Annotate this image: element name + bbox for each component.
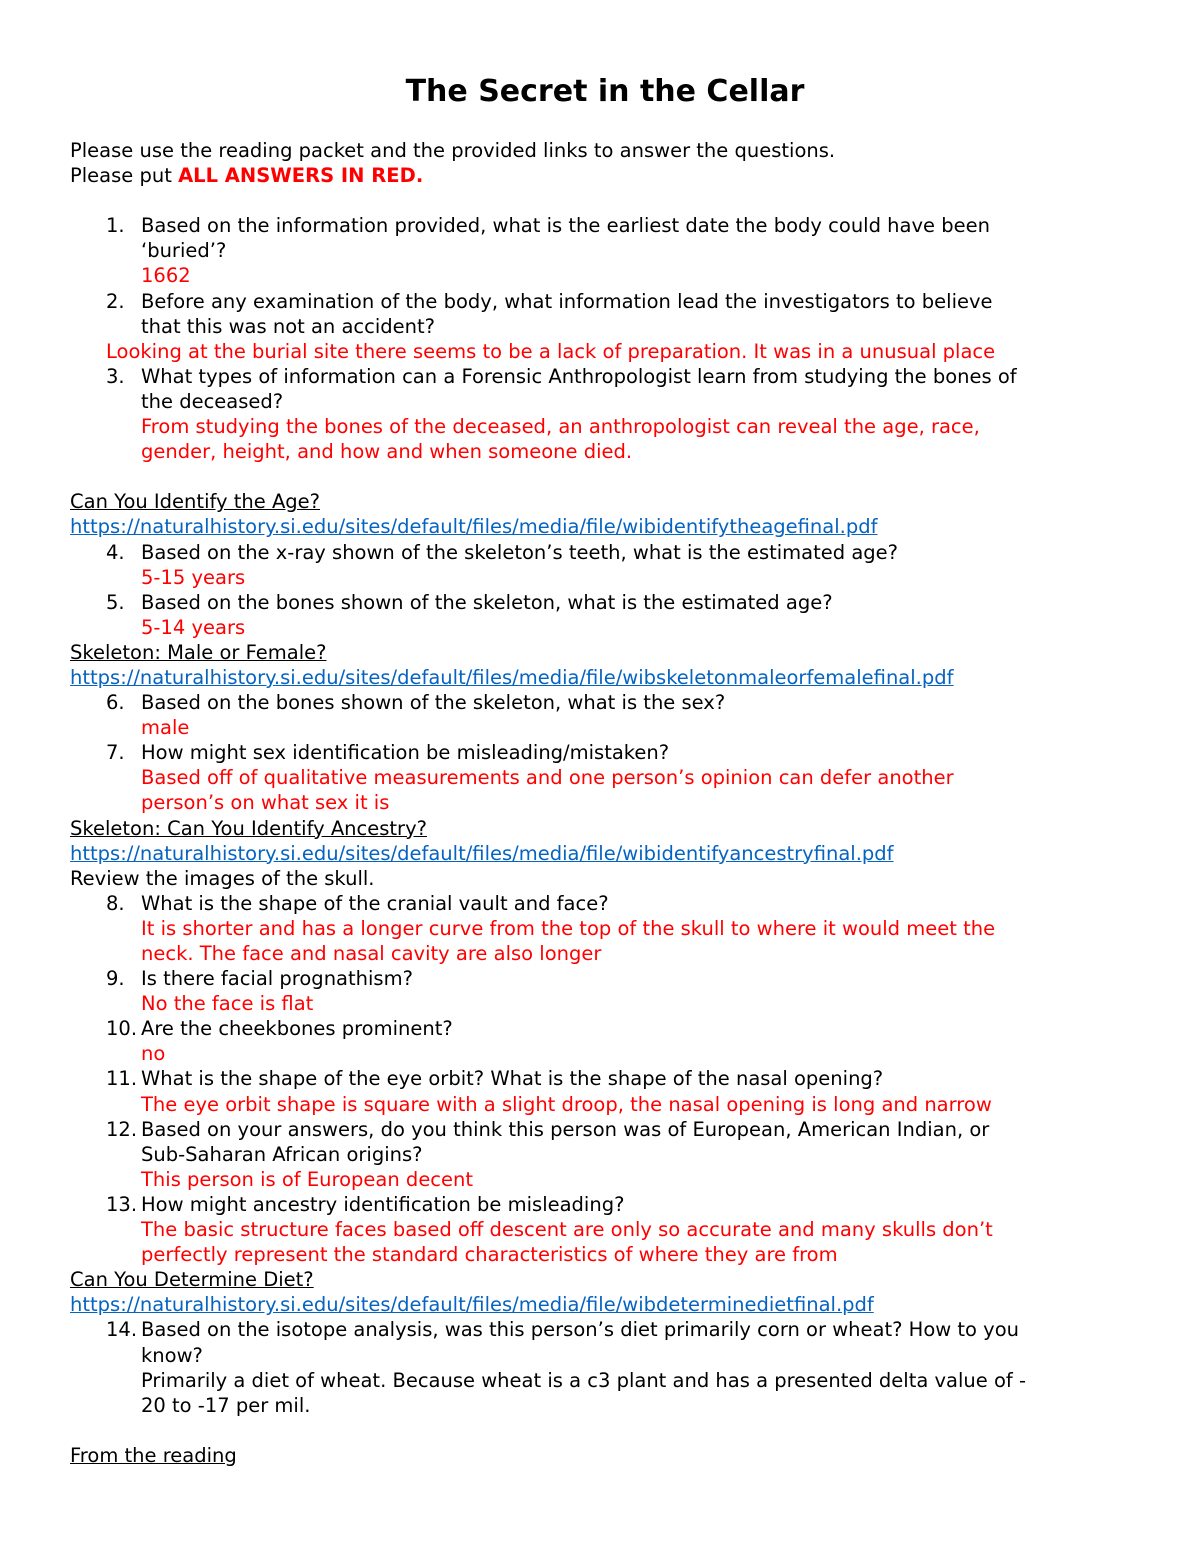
question-text: What is the shape of the cranial vault and face?: [141, 891, 609, 915]
answer-text: person’s on what sex it is: [141, 791, 390, 815]
section-heading-reading: From the reading: [70, 1443, 237, 1467]
question-5: [70, 590, 1140, 640]
question-number: 4.: [106, 540, 125, 564]
question-text: How might ancestry identification be misleading?: [141, 1192, 625, 1216]
question-number: 13.: [106, 1192, 138, 1216]
question-number: 14.: [106, 1318, 138, 1342]
question-text: Is there facial prognathism?: [141, 967, 413, 991]
question-11: [70, 1066, 1140, 1116]
question-2: [70, 289, 1140, 339]
answer-text: no: [141, 1042, 166, 1066]
question-7: [70, 740, 1140, 815]
question-number: 9.: [106, 967, 125, 991]
answer-text: The eye orbit shape is square with a slight droop, the nasal opening is long and narrow: [141, 1092, 992, 1116]
question-text: Based on the isotope analysis, was this person’s diet primarily corn or wheat? How to you: [141, 1318, 1019, 1342]
answer-text: The basic structure faces based off descent are only so accurate and many skulls don’t: [141, 1218, 993, 1242]
section-heading-ancestry: Skeleton: Can You Identify Ancestry?: [70, 816, 427, 840]
link-determine-diet[interactable]: https://naturalhistory.si.edu/sites/default/files/media/file/wibdeterminedietfinal.pdf: [70, 1293, 874, 1317]
section-heading-sex: Skeleton: Male or Female?: [70, 640, 327, 664]
intro-line-2: [70, 163, 1140, 188]
question-number: 8.: [106, 891, 125, 915]
question-10: [70, 1016, 1140, 1066]
question-text: Based on the x-ray shown of the skeleton’s teeth, what is the estimated age?: [141, 540, 899, 564]
answer-text: No the face is flat: [141, 992, 314, 1016]
question-text: Based on the bones shown of the skeleton, what is the sex?: [141, 691, 726, 715]
question-13: [70, 1192, 1140, 1267]
answer-text: 5-15 years: [141, 565, 246, 589]
question-text: the deceased?: [141, 389, 284, 413]
section-heading-age: Can You Identify the Age?: [70, 490, 321, 514]
link-identify-ancestry[interactable]: https://naturalhistory.si.edu/sites/default/files/media/file/wibidentifyancestryfinal.pdf: [70, 841, 894, 865]
question-number: 10.: [106, 1017, 138, 1041]
section-note: Review the images of the skull.: [70, 866, 375, 890]
question-number: 6.: [106, 691, 125, 715]
question-text: Sub-Saharan African origins?: [141, 1142, 423, 1166]
question-text: Before any examination of the body, what information lead the investigators to believe: [141, 289, 993, 313]
section-heading-diet: Can You Determine Diet?: [70, 1268, 314, 1292]
answer-text: Primarily a diet of wheat. Because wheat is a c3 plant and has a presented delta value of -: [141, 1368, 1026, 1392]
link-male-or-female[interactable]: https://naturalhistory.si.edu/sites/default/files/media/file/wibskeletonmaleorfemalefinal.pdf: [70, 665, 954, 689]
answer-text: Based off of qualitative measurements and one person’s opinion can defer another: [141, 766, 954, 790]
answer-text: male: [141, 716, 190, 740]
question-number: 7.: [106, 741, 125, 765]
intro-line-2-prefix: Please put: [70, 164, 179, 188]
question-8: [70, 891, 1140, 966]
answer-text: From studying the bones of the deceased, an anthropologist can reveal the age, race,: [141, 415, 980, 439]
question-number: 11.: [106, 1067, 138, 1091]
question-1: [70, 213, 1140, 288]
question-text: Based on the bones shown of the skeleton, what is the estimated age?: [141, 590, 833, 614]
question-3: [70, 364, 1140, 464]
question-text: What types of information can a Forensic Anthropologist learn from studying the bones of: [141, 364, 1017, 388]
answer-text: This person is of European decent: [141, 1167, 474, 1191]
intro-emphasis: ALL ANSWERS IN RED.: [178, 164, 424, 188]
answer-text: perfectly represent the standard characteristics of where they are from: [141, 1243, 838, 1267]
answer-text: gender, height, and how and when someone died.: [141, 440, 633, 464]
question-number: 3.: [106, 364, 125, 388]
question-number: 1.: [106, 214, 125, 238]
question-number: 12.: [106, 1117, 138, 1141]
answer-text: 1662: [141, 264, 191, 288]
intro-line-1: Please use the reading packet and the provided links to answer the questions.: [70, 139, 836, 162]
question-12: [70, 1117, 1140, 1192]
link-identify-age[interactable]: https://naturalhistory.si.edu/sites/default/files/media/file/wibidentifytheagefinal.pdf: [70, 515, 878, 539]
question-text: that this was not an accident?: [141, 314, 436, 338]
question-text: Based on the information provided, what is the earliest date the body could have been: [141, 214, 990, 238]
answer-text: neck. The face and nasal cavity are also longer: [141, 942, 602, 965]
question-text: Are the cheekbones prominent?: [141, 1017, 453, 1041]
question-4: [70, 540, 1140, 590]
question-number: 5.: [106, 590, 125, 614]
answer-text: It is shorter and has a longer curve from the top of the skull to where it would meet the: [141, 916, 996, 940]
answer-text: 5-14 years: [141, 615, 246, 639]
question-14: [70, 1317, 1140, 1417]
question-text: Based on your answers, do you think this person was of European, American Indian, or: [141, 1117, 990, 1141]
document-page: [70, 70, 1140, 1468]
question-text: know?: [141, 1343, 203, 1367]
question-9: [70, 966, 1140, 1016]
question-6: [70, 690, 1140, 740]
answer-text: 20 to -17 per mil.: [141, 1393, 311, 1417]
answer-text: Looking at the burial site there seems to be a lack of preparation. It was in a unusual place: [106, 339, 996, 363]
question-text: What is the shape of the eye orbit? What is the shape of the nasal opening?: [141, 1067, 884, 1091]
question-number: 2.: [106, 289, 125, 313]
question-text: How might sex identification be misleading/mistaken?: [141, 741, 670, 765]
page-title: The Secret in the Cellar: [405, 74, 805, 109]
question-text: ‘buried’?: [141, 239, 227, 263]
